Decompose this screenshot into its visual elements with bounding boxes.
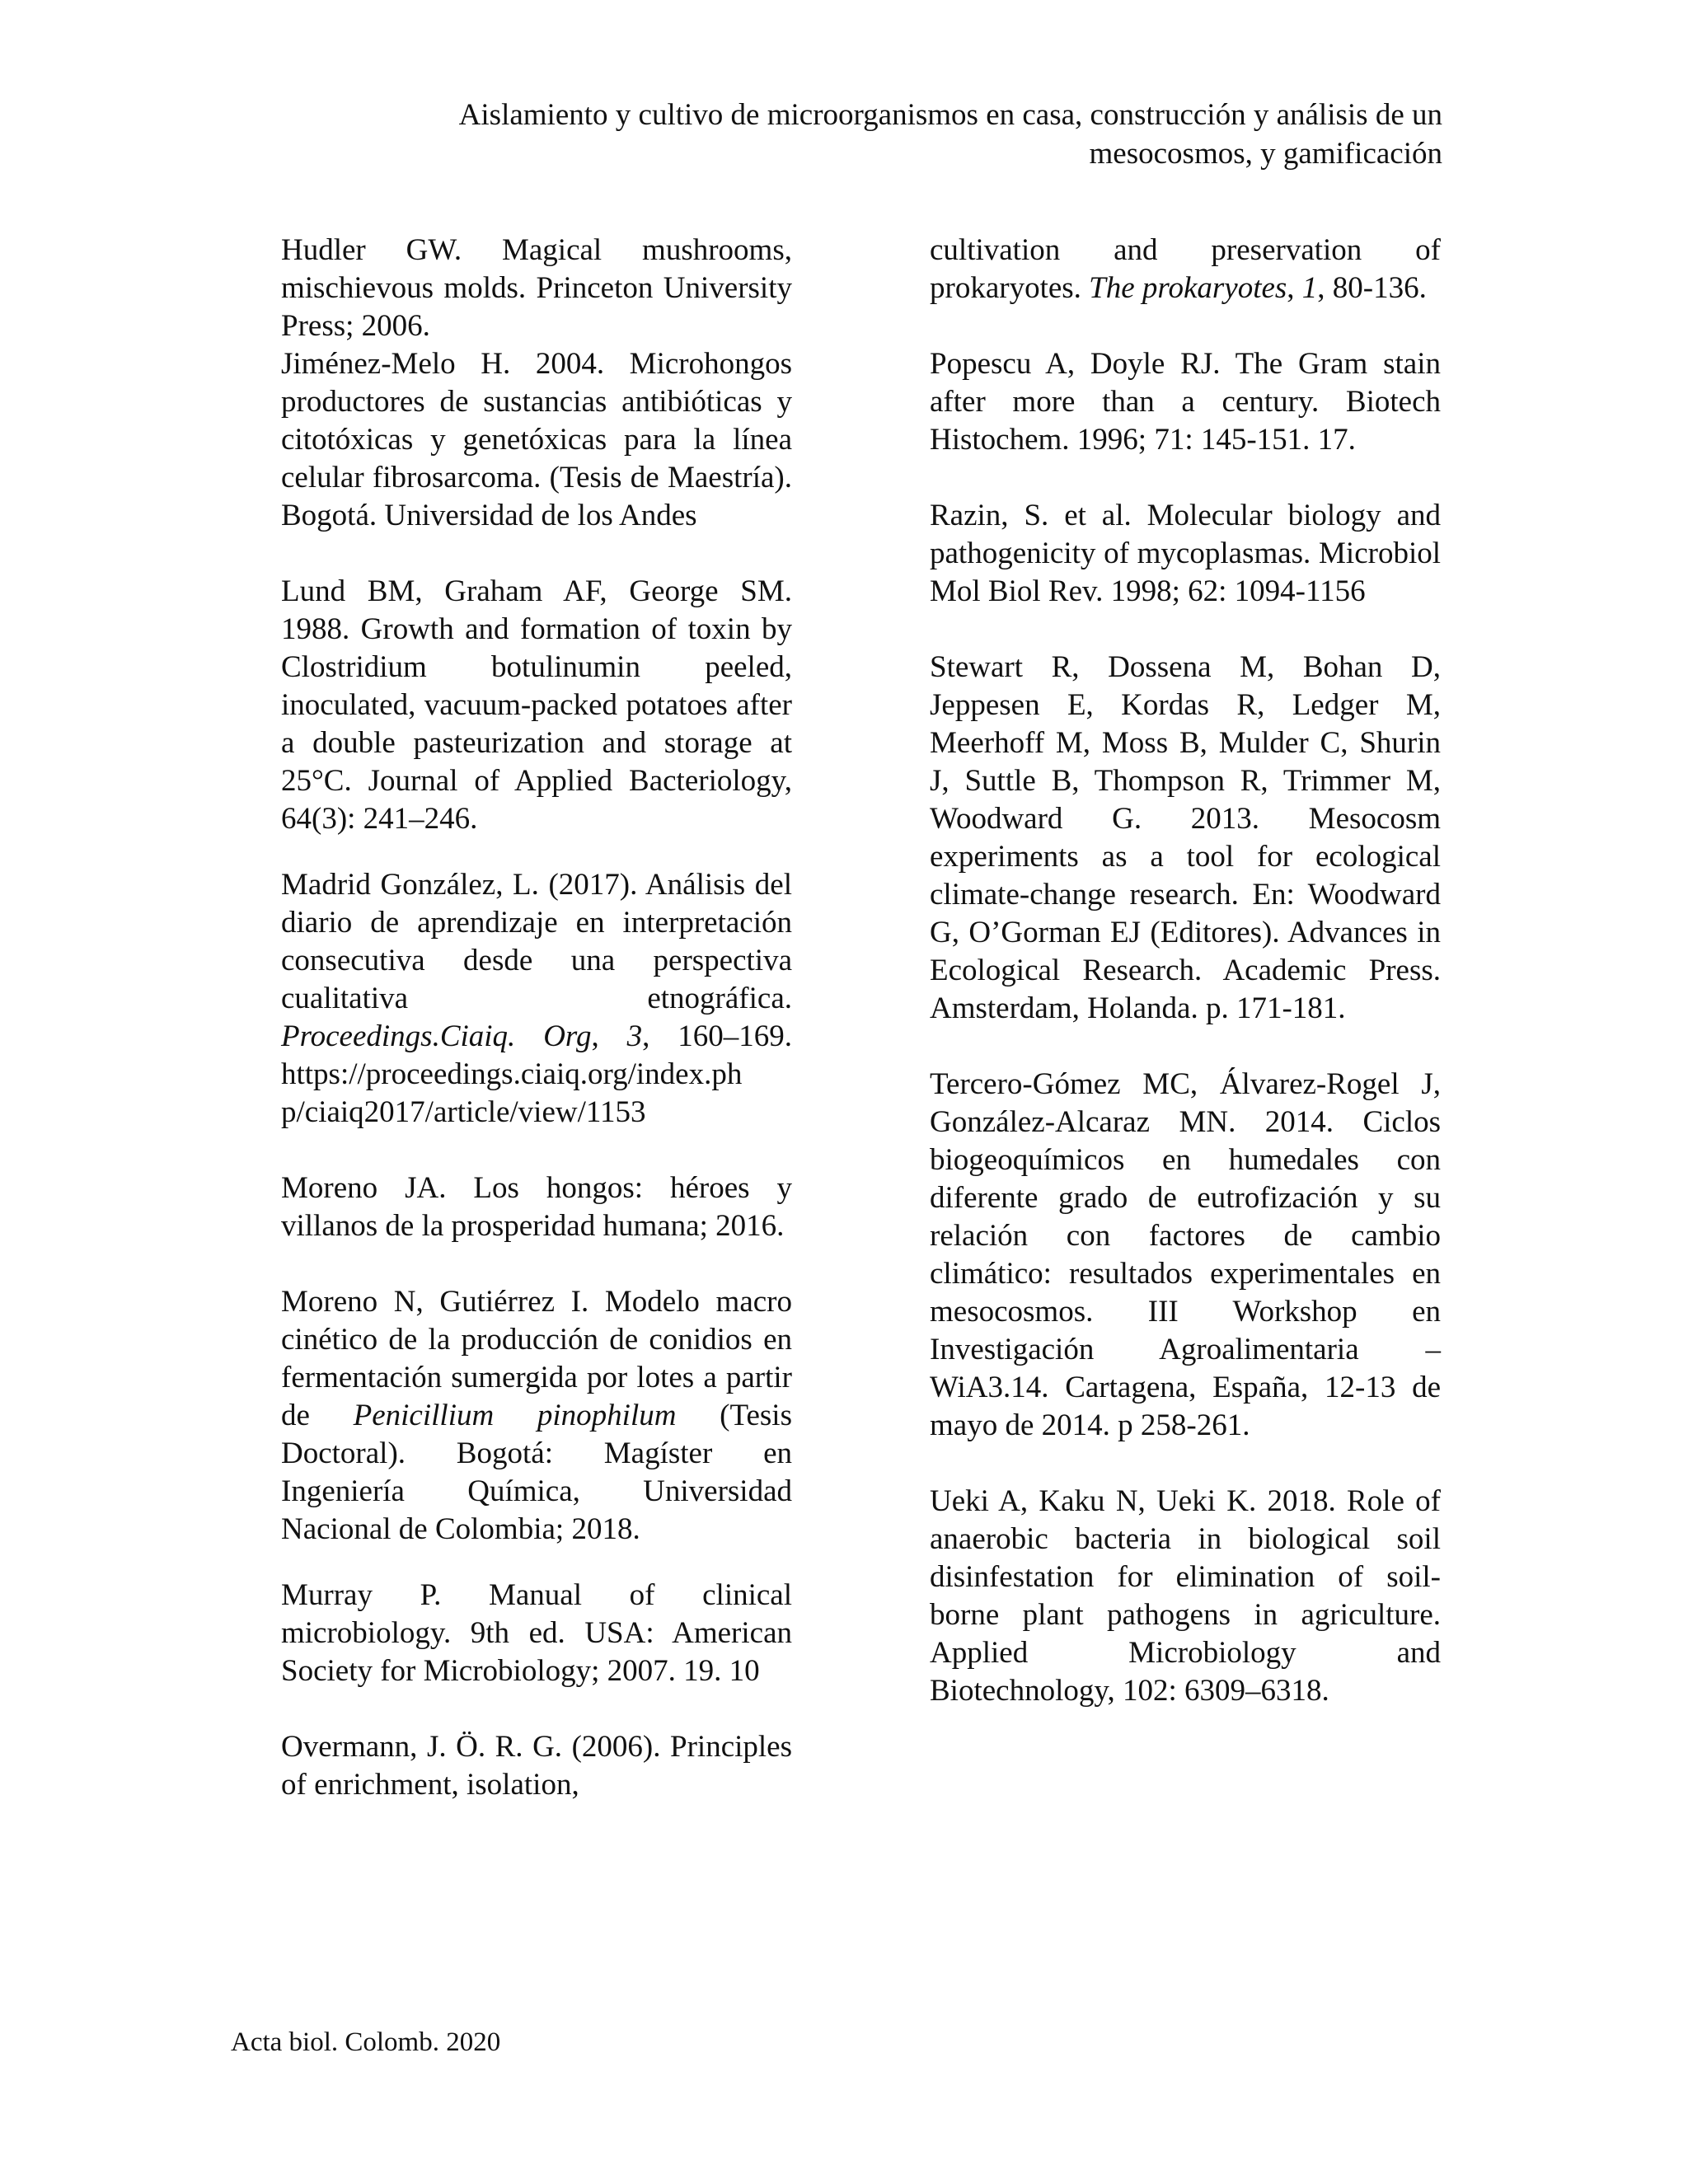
reference-text: cultivation and preservation of prokaryotes.	[930, 233, 1441, 305]
volume-number: 3	[626, 1019, 643, 1053]
reference-lund: Lund BM, Graham AF, George SM. 1988. Growth and formation of toxin by Clostridium botulinumin peeled, inoculated, vacuum-packed potatoes after a double pasteurization and storage at 25°C. Journal of Applied Bacteriology, 64(3): 241–246.	[281, 574, 792, 836]
reference-stewart: Stewart R, Dossena M, Bohan D, Jeppesen E, Kordas R, Ledger M, Meerhoff M, Moss B, Mulder C, Shurin J, Suttle B, Thompson R, Trimmer M, Woodward G. 2013. Mesocosm experiments as a tool for ecological climate-change research. En: Woodward G, O’Gorman EJ (Editores). Advances in Ecological Research. Academic Press. Amsterdam, Holanda. p. 171-181.	[930, 650, 1441, 1025]
reference-text: (Tesis Doctoral). Bogotá: Magíster en Ingeniería Química, Universidad Nacional de Colombia; 2018.	[281, 1399, 792, 1546]
reference-text: , 160–169.	[642, 1019, 793, 1053]
reference-tercero-gomez: Tercero-Gómez MC, Álvarez-Rogel J, González-Alcaraz MN. 2014. Ciclos biogeoquímicos en humedales con diferente grado de eutrofización y su relación con factores de cambio climático: resultados experimentales en mesocosmos. III Workshop en Investigación Agroalimentaria – WiA3.14. Cartagena, España, 12-13 de mayo de 2014. p 258-261.	[930, 1067, 1441, 1442]
reference-text: Moreno N, Gutiérrez I. Modelo macro cinético de la producción de conidios en fermentación sumergida por lotes a partir de	[281, 1285, 792, 1432]
reference-text: ,	[591, 1019, 627, 1053]
volume-number: 1	[1301, 271, 1318, 305]
reference-moreno-ja: Moreno JA. Los hongos: héroes y villanos de la prosperidad humana; 2016.	[281, 1171, 792, 1243]
reference-overmann-continued	[930, 232, 1441, 307]
reference-text: , 80-136.	[1317, 271, 1427, 305]
page-footer: Acta biol. Colomb. 2020	[231, 2027, 501, 2057]
reference-murray: Murray P. Manual of clinical microbiology. 9th ed. USA: American Society for Microbiology; 2007. 19. 10	[281, 1578, 792, 1688]
reference-url[interactable]: https://proceedings.ciaiq.org/index.ph	[281, 1057, 743, 1091]
reference-popescu: Popescu A, Doyle RJ. The Gram stain after more than a century. Biotech Histochem. 1996; 71: 145-151. 17.	[930, 347, 1441, 457]
references-left-column	[281, 232, 792, 1804]
reference-moreno-n	[281, 1283, 792, 1549]
species-name: Penicillium pinophilum	[353, 1399, 677, 1432]
reference-razin: Razin, S. et al. Molecular biology and pathogenicity of mycoplasmas. Microbiol Mol Biol Rev. 1998; 62: 1094-1156	[930, 499, 1441, 608]
reference-url-continued[interactable]: p/ciaiq2017/article/view/1153	[281, 1095, 646, 1129]
book-title: The prokaryotes	[1089, 271, 1287, 305]
running-header-line-1: Aislamiento y cultivo de microorganismos en casa, construcción y análisis de un	[458, 98, 1442, 132]
reference-overmann: Overmann, J. Ö. R. G. (2006). Principles of enrichment, isolation,	[281, 1730, 792, 1802]
references-right-column	[930, 232, 1441, 1710]
reference-text: ,	[1287, 271, 1302, 305]
reference-ueki: Ueki A, Kaku N, Ueki K. 2018. Role of anaerobic bacteria in biological soil disinfestation for elimination of soil-borne plant pathogens in agriculture. Applied Microbiology and Biotechnology, 102: 6309–6318.	[930, 1484, 1441, 1708]
reference-text: Madrid González, L. (2017). Análisis del diario de aprendizaje en interpretación consecutiva desde una perspectiva cualitativa etnográfica.	[281, 868, 792, 1015]
reference-hudler: Hudler GW. Magical mushrooms, mischievous molds. Princeton University Press; 2006.	[281, 233, 792, 343]
journal-title: Proceedings.Ciaiq. Org	[281, 1019, 592, 1053]
reference-madrid-gonzalez	[281, 866, 792, 1132]
running-header	[346, 96, 1442, 173]
reference-jimenez-melo: Jiménez-Melo H. 2004. Microhongos productores de sustancias antibióticas y citotóxicas y genetóxicas para la línea celular fibrosarcoma. (Tesis de Maestría). Bogotá. Universidad de los Andes	[281, 347, 792, 532]
running-header-line-2: mesocosmos, y gamificación	[1089, 137, 1442, 171]
